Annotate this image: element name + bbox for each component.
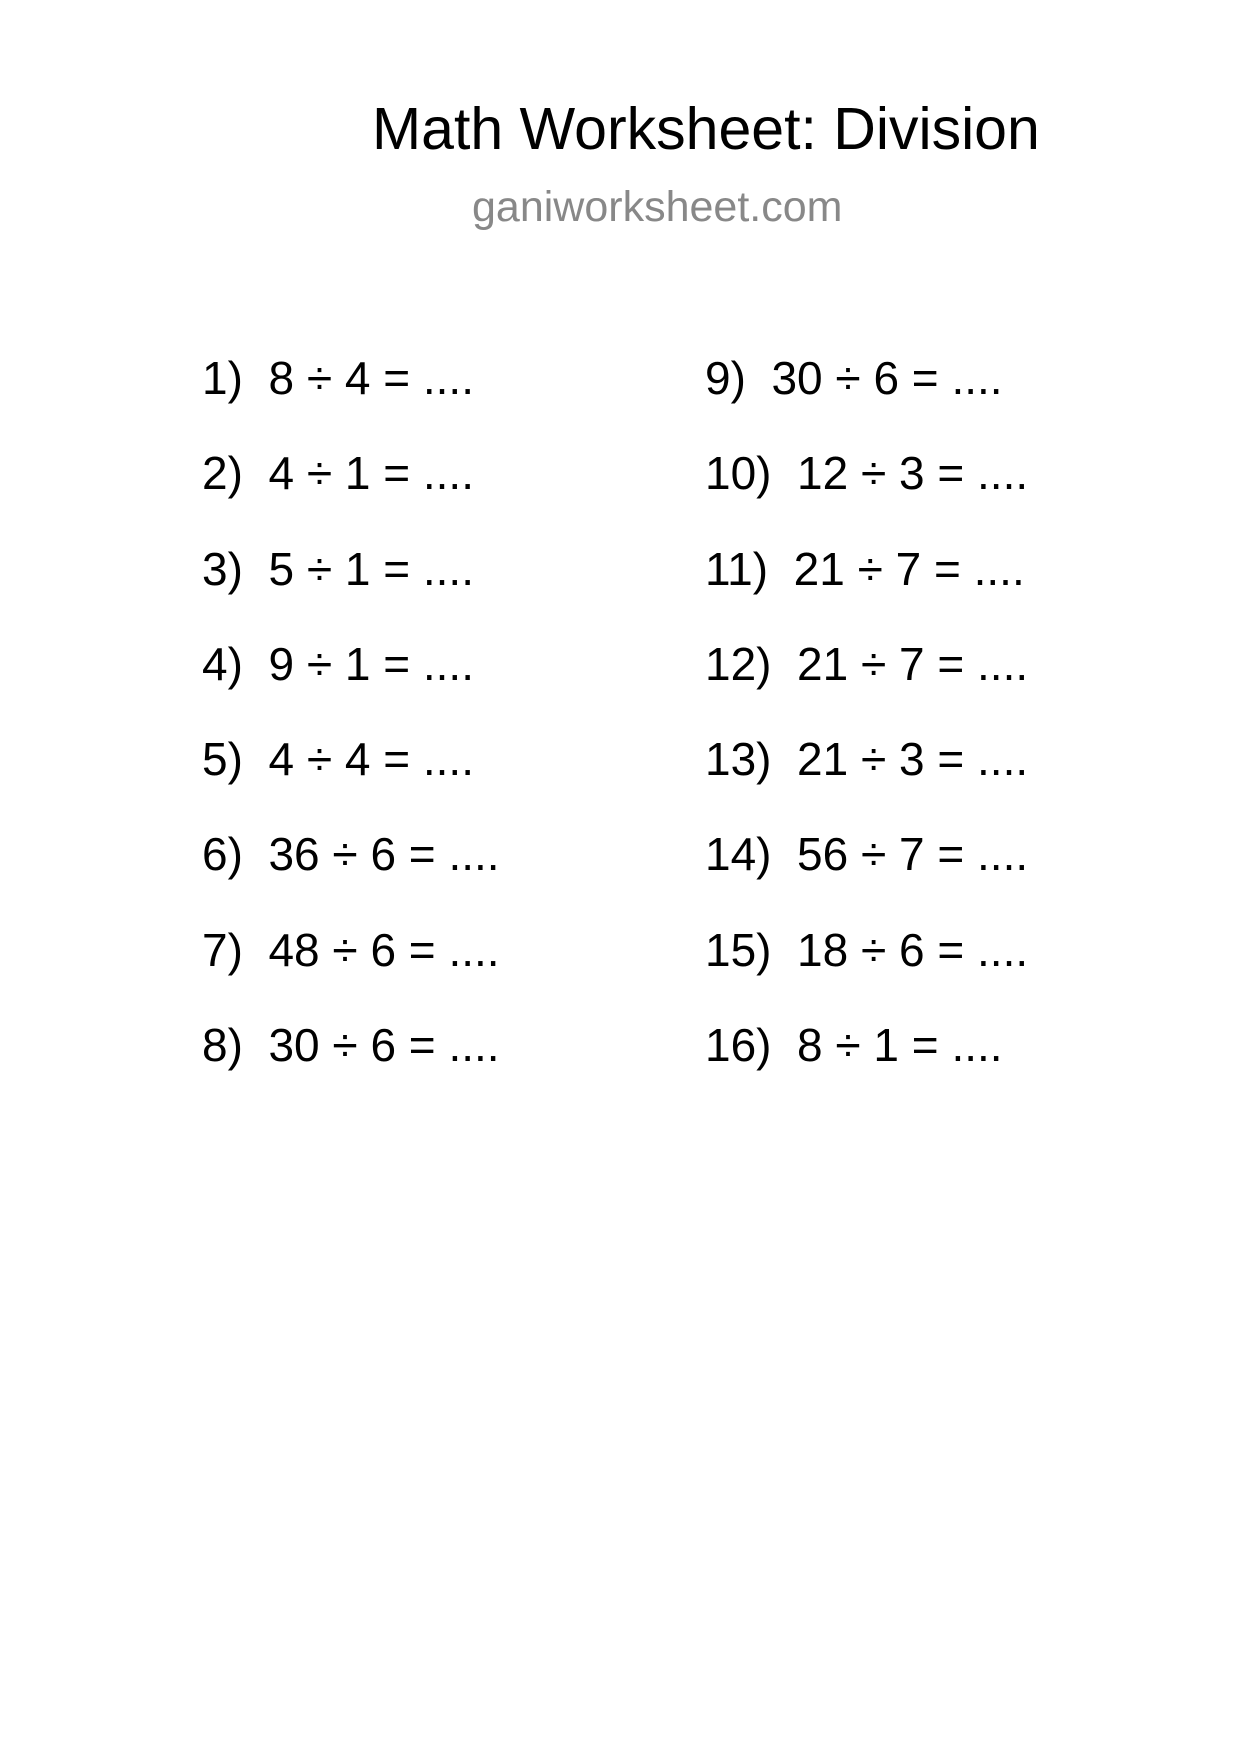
problem-expression: 21 ÷ 7 = .... — [793, 542, 1025, 595]
problem-expression: 30 ÷ 6 = .... — [771, 352, 1003, 404]
problems-right-column — [705, 352, 1029, 1117]
problem-item — [202, 733, 500, 831]
problem-number: 5) — [202, 733, 243, 786]
website-label: ganiworksheet.com — [472, 183, 843, 231]
problem-item — [705, 1019, 1028, 1117]
problem-number: 14) — [705, 828, 772, 881]
problem-item — [202, 1019, 500, 1117]
problem-number: 9) — [705, 352, 746, 404]
problem-item — [705, 637, 1029, 736]
problem-item — [202, 637, 500, 736]
problem-expression: 4 ÷ 1 = .... — [268, 447, 474, 500]
problem-expression: 48 ÷ 6 = .... — [268, 923, 500, 976]
problem-item — [705, 923, 1029, 1022]
problem-number: 7) — [202, 923, 243, 976]
problem-expression: 30 ÷ 6 = .... — [268, 1019, 500, 1072]
problem-expression: 12 ÷ 3 = .... — [797, 447, 1029, 500]
problem-item — [202, 352, 500, 450]
problem-number: 16) — [705, 1019, 772, 1072]
problem-expression: 8 ÷ 1 = .... — [797, 1019, 1003, 1072]
problem-item — [202, 923, 500, 1022]
problem-expression: 5 ÷ 1 = .... — [268, 542, 474, 595]
problem-expression: 21 ÷ 7 = .... — [797, 637, 1029, 690]
problem-number: 13) — [705, 733, 772, 786]
problem-item — [705, 447, 1029, 545]
problem-item — [705, 352, 1028, 450]
problem-number: 8) — [202, 1019, 243, 1072]
problem-number: 3) — [202, 542, 243, 595]
problem-expression: 21 ÷ 3 = .... — [797, 733, 1029, 786]
problem-number: 2) — [202, 447, 243, 500]
problem-number: 15) — [705, 923, 772, 976]
problem-item — [202, 542, 500, 641]
problem-item — [705, 733, 1029, 831]
problem-number: 11) — [705, 542, 769, 595]
problem-item — [202, 828, 500, 926]
problem-item — [202, 447, 500, 545]
problem-number: 10) — [705, 447, 772, 500]
worksheet-title: Math Worksheet: Division — [372, 96, 1040, 162]
problem-expression: 56 ÷ 7 = .... — [797, 828, 1029, 881]
problem-expression: 36 ÷ 6 = .... — [268, 828, 500, 881]
problem-expression: 18 ÷ 6 = .... — [797, 923, 1029, 976]
problem-expression: 4 ÷ 4 = .... — [268, 733, 474, 786]
problem-expression: 9 ÷ 1 = .... — [268, 637, 474, 690]
problem-number: 12) — [705, 637, 772, 690]
problem-number: 6) — [202, 828, 243, 881]
problem-item — [705, 828, 1029, 926]
problem-number: 4) — [202, 637, 243, 690]
problem-item — [705, 542, 1028, 641]
problem-number: 1) — [202, 352, 243, 404]
problems-left-column — [202, 352, 500, 1117]
problem-expression: 8 ÷ 4 = .... — [268, 352, 474, 404]
